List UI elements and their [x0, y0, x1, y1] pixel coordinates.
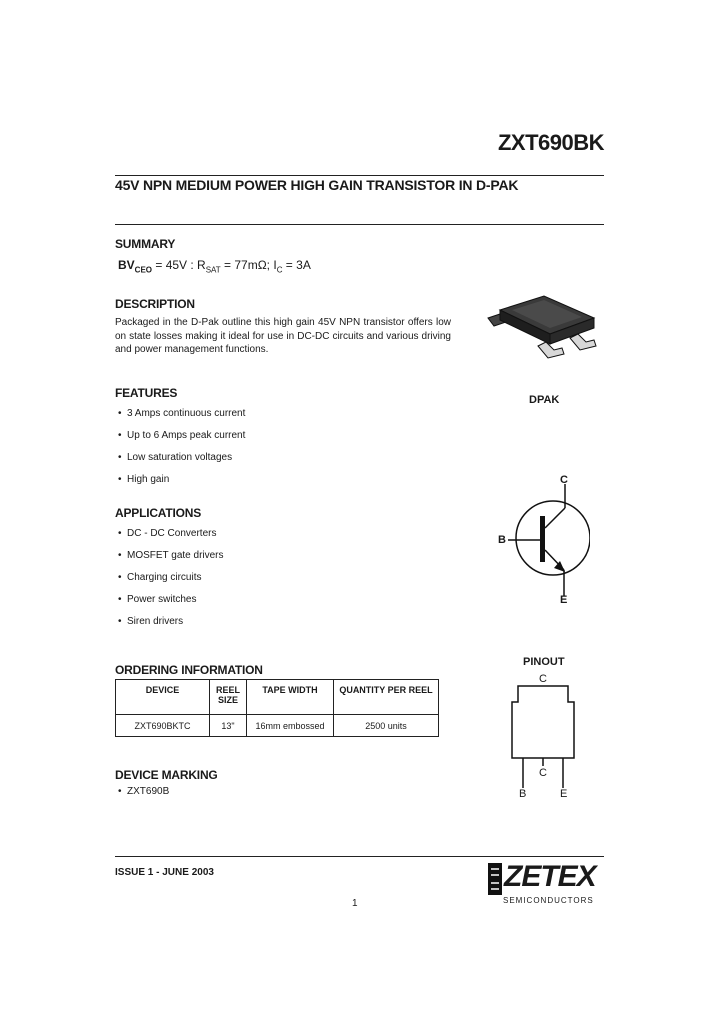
- marking-heading: DEVICE MARKING: [115, 768, 218, 782]
- ic-subscript: C: [276, 265, 283, 275]
- application-item: • Siren drivers: [118, 616, 184, 627]
- page-number: 1: [352, 898, 358, 909]
- dpak-package-image: [482, 288, 608, 368]
- description-text: Packaged in the D-Pak outline this high gain 45V NPN transistor offers low on state losses making it ideal for use in DC-DC circuits and various driving and power management functions.: [115, 317, 451, 355]
- application-item: • Power switches: [118, 594, 197, 605]
- pinout-pin-label: C: [539, 767, 547, 779]
- feature-item: • Up to 6 Amps peak current: [118, 430, 246, 441]
- ordering-heading: ORDERING INFORMATION: [115, 663, 263, 677]
- table-cell: ZXT690BKTC: [116, 715, 210, 737]
- features-heading: FEATURES: [115, 386, 178, 400]
- table-cell: 2500 units: [334, 715, 439, 737]
- feature-item: • Low saturation voltages: [118, 452, 233, 463]
- logo-brand: ZETEX: [504, 860, 596, 893]
- table-cell: 13": [210, 715, 247, 737]
- package-label: DPAK: [529, 394, 560, 406]
- description-heading: DESCRIPTION: [115, 297, 195, 311]
- column-header: DEVICE: [116, 680, 210, 715]
- part-number: ZXT690BK: [497, 130, 604, 155]
- pinout-heading: PINOUT: [523, 656, 565, 668]
- bv-subscript: CEO: [134, 265, 153, 275]
- summary-heading: SUMMARY: [115, 237, 176, 251]
- applications-heading: APPLICATIONS: [115, 506, 202, 520]
- bv-label: BV: [118, 258, 135, 272]
- footer-rule: [115, 856, 604, 857]
- table-header-row: [116, 680, 439, 715]
- column-header: QUANTITY PER REEL: [334, 680, 439, 715]
- title-rule: [115, 224, 604, 225]
- rsat-value: = 77mΩ; I: [220, 258, 277, 272]
- emitter-label: E: [560, 594, 568, 606]
- bv-value: = 45V : R: [152, 258, 206, 272]
- collector-label: C: [560, 474, 568, 486]
- logo-tagline: SEMICONDUCTORS: [503, 896, 594, 905]
- base-label: B: [498, 534, 506, 546]
- pinout-pin-label: E: [560, 788, 568, 800]
- issue-date: ISSUE 1 - JUNE 2003: [115, 867, 214, 878]
- column-header: REEL SIZE: [210, 680, 247, 715]
- table-cell: 16mm embossed: [247, 715, 334, 737]
- pinout-pin-label: B: [519, 788, 527, 800]
- document-title: 45V NPN MEDIUM POWER HIGH GAIN TRANSISTOR IN D-PAK: [115, 177, 519, 193]
- logo-mark-icon: [488, 863, 502, 895]
- application-item: • DC - DC Converters: [118, 528, 217, 539]
- feature-item: • 3 Amps continuous current: [118, 408, 246, 419]
- table-row: [116, 715, 439, 737]
- column-header: TAPE WIDTH: [247, 680, 334, 715]
- summary-line: [118, 258, 311, 274]
- application-item: • MOSFET gate drivers: [118, 550, 224, 561]
- ordering-table: [115, 679, 439, 737]
- pinout-tab-label: C: [539, 673, 547, 685]
- feature-item: • High gain: [118, 474, 170, 485]
- marking-item: • ZXT690B: [118, 786, 170, 797]
- zetex-logo: [488, 860, 606, 911]
- ic-value: = 3A: [282, 258, 311, 272]
- application-item: • Charging circuits: [118, 572, 202, 583]
- header-rule: [115, 175, 604, 176]
- rsat-subscript: SAT: [205, 265, 221, 275]
